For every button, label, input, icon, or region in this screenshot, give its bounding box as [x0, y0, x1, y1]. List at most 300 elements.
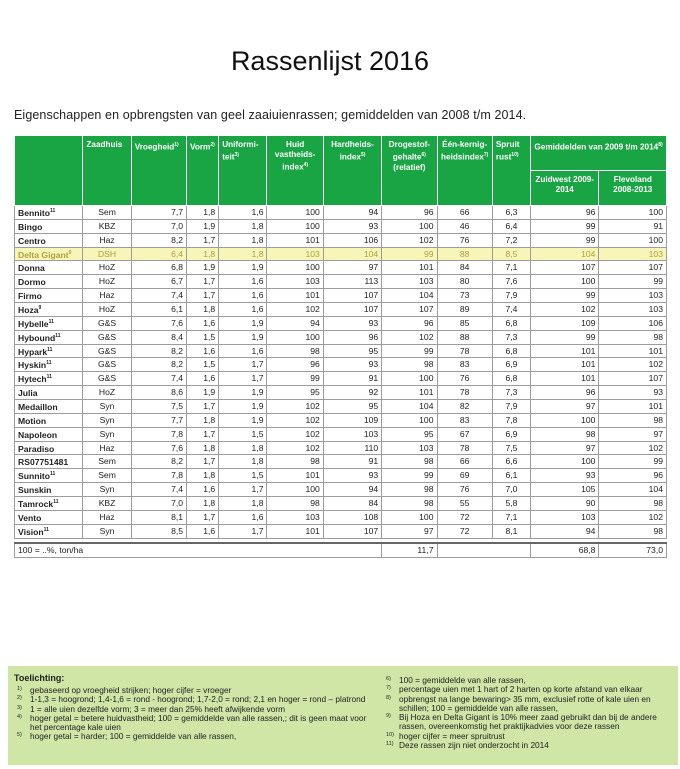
cell-eenkernigheid: 72: [437, 524, 492, 538]
cell-vroegheid: 8,2: [131, 233, 186, 247]
cell-uniformiteit: 1,6: [219, 275, 267, 289]
variety-table: [14, 135, 667, 558]
cell-spruitrust: 8,5: [492, 247, 530, 261]
ras-name: Firmo: [18, 291, 42, 302]
table-row: [15, 303, 667, 317]
cell-vroegheid: 7,6: [131, 441, 186, 455]
cell-eenkernigheid: 89: [437, 303, 492, 317]
cell-zuidwest: 105: [531, 483, 599, 497]
cell-zuidwest: 100: [531, 413, 599, 427]
note-item: [383, 741, 673, 750]
cell-vorm: 1,8: [187, 247, 219, 261]
header-zuidwest: Zuidwest 2009-2014: [531, 171, 599, 206]
header-vorm: Vorm$^{2)}$: [187, 136, 219, 206]
cell-drogestof: 99: [382, 469, 437, 483]
page-title: Rassenlijst 2016: [230, 46, 430, 76]
footer-zuidwest: 68,8: [531, 543, 599, 558]
cell-vorm: 1,8: [187, 441, 219, 455]
cell-uniformiteit: 1,8: [219, 247, 267, 261]
cell-uniformiteit: 1,6: [219, 206, 267, 220]
footnote-ref: 11: [49, 471, 56, 478]
table-row: [15, 219, 667, 233]
ras-name: Sunnito: [18, 471, 50, 482]
note-item: [14, 732, 370, 741]
cell-flevoland: 101: [599, 344, 667, 358]
cell-flevoland: 98: [599, 524, 667, 538]
cell-zuidwest: 102: [531, 303, 599, 317]
cell-flevoland: 96: [599, 469, 667, 483]
cell-ras: [15, 441, 83, 455]
cell-vroegheid: 6,8: [131, 261, 186, 275]
cell-eenkernigheid: 88: [437, 330, 492, 344]
cell-huidvastheid: 101: [267, 524, 323, 538]
footnote-ref: 11: [49, 208, 56, 214]
table-row: [15, 386, 667, 400]
cell-zaadhuis: Sem: [83, 206, 131, 220]
cell-huidvastheid: 98: [267, 455, 323, 469]
ras-name: Hybound: [18, 332, 56, 343]
note-number: 3): [17, 704, 22, 711]
footnote-ref: 11: [48, 318, 54, 325]
cell-huidvastheid: 102: [267, 441, 323, 455]
header-vroegheid: Vroegheid$^{1)}$: [131, 136, 186, 206]
table-row: [15, 455, 667, 469]
cell-spruitrust: 7,5: [492, 441, 530, 455]
note-number: 10): [386, 731, 394, 738]
cell-vorm: 1,6: [187, 372, 219, 386]
cell-vroegheid: 7,5: [131, 400, 186, 414]
cell-hardheid: 95: [323, 344, 381, 358]
cell-hardheid: 113: [323, 275, 381, 289]
cell-huidvastheid: 100: [267, 219, 323, 233]
cell-vroegheid: 6,7: [131, 275, 186, 289]
cell-hardheid: 107: [323, 289, 381, 303]
cell-uniformiteit: 1,9: [219, 330, 267, 344]
cell-vorm: 1,7: [187, 275, 219, 289]
cell-spruitrust: 7,3: [492, 386, 530, 400]
cell-eenkernigheid: 73: [437, 289, 492, 303]
cell-vorm: 1,9: [187, 219, 219, 233]
cell-vroegheid: 7,7: [131, 413, 186, 427]
cell-zuidwest: 99: [531, 330, 599, 344]
table-row: [15, 330, 667, 344]
cell-zuidwest: 90: [531, 497, 599, 511]
note-text: percentage uien met 1 hart of 2 harten op korte afstand van elkaar: [399, 684, 643, 695]
cell-huidvastheid: 102: [267, 427, 323, 441]
cell-drogestof: 98: [382, 497, 437, 511]
cell-spruitrust: 7,0: [492, 483, 530, 497]
cell-spruitrust: 6,3: [492, 206, 530, 220]
cell-ras: [15, 289, 83, 303]
cell-zaadhuis: G&S: [83, 372, 131, 386]
cell-uniformiteit: 1,8: [219, 497, 267, 511]
cell-vroegheid: 8,2: [131, 344, 186, 358]
cell-flevoland: 106: [599, 316, 667, 330]
note-number: 8): [386, 694, 391, 701]
ras-name: Dormo: [18, 277, 46, 288]
cell-hardheid: 96: [323, 330, 381, 344]
cell-huidvastheid: 102: [267, 303, 323, 317]
note-number: 7): [386, 685, 391, 692]
cell-hardheid: 91: [323, 455, 381, 469]
cell-spruitrust: 7,8: [492, 413, 530, 427]
cell-huidvastheid: 102: [267, 400, 323, 414]
cell-flevoland: 91: [599, 219, 667, 233]
cell-zuidwest: 97: [531, 400, 599, 414]
ras-name: Delta Gigant: [18, 249, 69, 260]
cell-eenkernigheid: 83: [437, 358, 492, 372]
cell-ras: [15, 413, 83, 427]
ras-name: Bingo: [18, 221, 43, 232]
cell-ras: [15, 427, 83, 441]
note-number: 5): [17, 732, 22, 739]
ras-name: Tamrock: [18, 498, 54, 509]
cell-vroegheid: 8,2: [131, 455, 186, 469]
cell-zuidwest: 99: [531, 219, 599, 233]
cell-drogestof: 100: [382, 372, 437, 386]
cell-spruitrust: 7,6: [492, 275, 530, 289]
footnote-ref: 9: [68, 249, 72, 256]
notes-right-column: [383, 676, 673, 750]
cell-zaadhuis: Syn: [83, 524, 131, 538]
cell-vorm: 1,8: [187, 497, 219, 511]
cell-vorm: 1,7: [187, 455, 219, 469]
cell-hardheid: 93: [323, 316, 381, 330]
cell-hardheid: 97: [323, 261, 381, 275]
footer-empty: [437, 543, 531, 558]
cell-drogestof: 101: [382, 386, 437, 400]
cell-zaadhuis: Haz: [83, 441, 131, 455]
ras-name: Vision: [18, 526, 44, 537]
footer-drogestof: 11,7: [382, 543, 437, 558]
table-row: [15, 358, 667, 372]
cell-spruitrust: 8,1: [492, 524, 530, 538]
cell-huidvastheid: 101: [267, 233, 323, 247]
ras-name: Hoza: [18, 304, 39, 315]
cell-zuidwest: 96: [531, 386, 599, 400]
cell-spruitrust: 7,3: [492, 330, 530, 344]
note-text: Deze rassen zijn niet onderzocht in 2014: [399, 740, 549, 751]
note-number: 1): [17, 686, 22, 692]
cell-spruitrust: 6,9: [492, 358, 530, 372]
cell-vroegheid: 7,6: [131, 316, 186, 330]
ras-name: Hybelle: [18, 318, 49, 329]
cell-hardheid: 84: [323, 497, 381, 511]
cell-zaadhuis: G&S: [83, 344, 131, 358]
cell-zaadhuis: G&S: [83, 330, 131, 344]
cell-ras: [15, 372, 83, 386]
cell-spruitrust: 7,9: [492, 400, 530, 414]
table-row: [15, 316, 667, 330]
cell-hardheid: 93: [323, 219, 381, 233]
header-huidvastheid: Huid vastheids-index$^{4)}$: [267, 136, 323, 206]
cell-zuidwest: 99: [531, 233, 599, 247]
cell-spruitrust: 6,4: [492, 219, 530, 233]
cell-eenkernigheid: 76: [437, 372, 492, 386]
cell-zaadhuis: Syn: [83, 400, 131, 414]
ras-name: Hypark: [18, 346, 48, 357]
cell-zaadhuis: Syn: [83, 427, 131, 441]
cell-zuidwest: 93: [531, 469, 599, 483]
cell-drogestof: 107: [382, 303, 437, 317]
notes-left-column: [14, 686, 370, 742]
cell-drogestof: 96: [382, 316, 437, 330]
cell-eenkernigheid: 76: [437, 233, 492, 247]
cell-huidvastheid: 96: [267, 358, 323, 372]
cell-flevoland: 98: [599, 413, 667, 427]
table-row: [15, 510, 667, 524]
table-row: [15, 289, 667, 303]
note-number: 2): [17, 695, 22, 702]
cell-vroegheid: 7,8: [131, 469, 186, 483]
cell-drogestof: 103: [382, 275, 437, 289]
cell-ras: [15, 455, 83, 469]
cell-vorm: 1,6: [187, 524, 219, 538]
cell-ras: [15, 497, 83, 511]
footnote-ref: 11: [43, 526, 49, 533]
cell-uniformiteit: 1,8: [219, 455, 267, 469]
cell-zaadhuis: KBZ: [83, 219, 131, 233]
cell-vorm: 1,8: [187, 206, 219, 220]
ras-name: Julia: [18, 388, 38, 399]
cell-drogestof: 100: [382, 510, 437, 524]
cell-eenkernigheid: 84: [437, 261, 492, 275]
cell-zuidwest: 97: [531, 441, 599, 455]
table-row: [15, 441, 667, 455]
cell-zaadhuis: Haz: [83, 510, 131, 524]
cell-eenkernigheid: 83: [437, 413, 492, 427]
cell-vroegheid: 6,4: [131, 247, 186, 261]
table-row: [15, 233, 667, 247]
ras-name: Vento: [18, 512, 42, 523]
cell-ras: [15, 510, 83, 524]
cell-zaadhuis: KBZ: [83, 497, 131, 511]
cell-eenkernigheid: 78: [437, 441, 492, 455]
note-item: [14, 714, 370, 733]
cell-spruitrust: 7,4: [492, 303, 530, 317]
cell-vorm: 1,7: [187, 427, 219, 441]
cell-ras: [15, 247, 83, 261]
cell-drogestof: 104: [382, 289, 437, 303]
cell-vorm: 1,7: [187, 233, 219, 247]
cell-zaadhuis: Sem: [83, 469, 131, 483]
table-row: [15, 206, 667, 220]
ras-name: Medaillon: [18, 401, 58, 412]
cell-flevoland: 99: [599, 275, 667, 289]
cell-zuidwest: 103: [531, 510, 599, 524]
cell-flevoland: 100: [599, 233, 667, 247]
cell-drogestof: 98: [382, 483, 437, 497]
cell-spruitrust: 7,9: [492, 289, 530, 303]
ras-name: Napoleon: [18, 429, 58, 440]
cell-zuidwest: 94: [531, 524, 599, 538]
ras-name: Bennito: [18, 207, 50, 218]
cell-zaadhuis: DSH: [83, 247, 131, 261]
ras-name: Paradiso: [18, 443, 55, 454]
cell-hardheid: 107: [323, 303, 381, 317]
cell-uniformiteit: 1,7: [219, 358, 267, 372]
cell-vroegheid: 7,0: [131, 219, 186, 233]
cell-flevoland: 98: [599, 330, 667, 344]
cell-vorm: 1,6: [187, 344, 219, 358]
cell-zaadhuis: Sem: [83, 455, 131, 469]
header-spruitrust: Spruit rust$^{10)}$: [492, 136, 530, 206]
cell-eenkernigheid: 69: [437, 469, 492, 483]
cell-huidvastheid: 100: [267, 206, 323, 220]
cell-hardheid: 107: [323, 524, 381, 538]
table-row: [15, 247, 667, 261]
cell-zuidwest: 99: [531, 289, 599, 303]
cell-hardheid: 109: [323, 413, 381, 427]
cell-hardheid: 93: [323, 358, 381, 372]
cell-ras: [15, 469, 83, 483]
cell-zaadhuis: HoZ: [83, 386, 131, 400]
cell-eenkernigheid: 78: [437, 386, 492, 400]
cell-huidvastheid: 103: [267, 275, 323, 289]
cell-vorm: 1,5: [187, 358, 219, 372]
cell-huidvastheid: 95: [267, 386, 323, 400]
footnote-ref: 11: [46, 360, 52, 367]
cell-flevoland: 97: [599, 427, 667, 441]
cell-hardheid: 94: [323, 483, 381, 497]
cell-vorm: 1,7: [187, 289, 219, 303]
cell-ras: [15, 386, 83, 400]
footer-flevoland: 73,0: [599, 543, 667, 558]
cell-eenkernigheid: 85: [437, 316, 492, 330]
cell-drogestof: 99: [382, 247, 437, 261]
cell-zaadhuis: G&S: [83, 316, 131, 330]
cell-drogestof: 103: [382, 441, 437, 455]
cell-huidvastheid: 102: [267, 413, 323, 427]
cell-spruitrust: 5,8: [492, 497, 530, 511]
table-row: [15, 469, 667, 483]
cell-zaadhuis: Syn: [83, 483, 131, 497]
cell-ras: [15, 483, 83, 497]
cell-vroegheid: 6,1: [131, 303, 186, 317]
cell-ras: [15, 233, 83, 247]
cell-spruitrust: 7,2: [492, 233, 530, 247]
cell-drogestof: 100: [382, 413, 437, 427]
table-row: [15, 344, 667, 358]
cell-vroegheid: 7,8: [131, 427, 186, 441]
notes-panel: [8, 666, 678, 765]
cell-drogestof: 104: [382, 400, 437, 414]
cell-ras: [15, 206, 83, 220]
cell-hardheid: 95: [323, 400, 381, 414]
note-text: 1-1,3 = hoogrond; 1,4-1,6 = rond - hoogrond; 1,7-2,0 = rond; 2,1 en hoger = rond – platrond: [30, 694, 366, 705]
cell-eenkernigheid: 82: [437, 400, 492, 414]
cell-flevoland: 107: [599, 372, 667, 386]
cell-huidvastheid: 100: [267, 261, 323, 275]
cell-uniformiteit: 1,8: [219, 219, 267, 233]
cell-zuidwest: 96: [531, 206, 599, 220]
table-caption: Eigenschappen en opbrengsten van geel zaaiuienrassen; gemiddelden van 2008 t/m 2014.: [14, 108, 527, 122]
header-name: [15, 136, 83, 206]
cell-flevoland: 102: [599, 358, 667, 372]
cell-zaadhuis: Haz: [83, 289, 131, 303]
cell-zuidwest: 107: [531, 261, 599, 275]
footer-label: 100 = ..%, ton/ha: [15, 543, 382, 558]
cell-zuidwest: 100: [531, 455, 599, 469]
cell-zaadhuis: HoZ: [83, 303, 131, 317]
cell-hardheid: 94: [323, 206, 381, 220]
cell-drogestof: 96: [382, 206, 437, 220]
ras-name: Centro: [18, 235, 46, 246]
cell-vorm: 1,7: [187, 510, 219, 524]
cell-huidvastheid: 100: [267, 483, 323, 497]
note-text: hoger getal = harder; 100 = gemiddelde van alle rassen,: [30, 731, 237, 742]
cell-uniformiteit: 1,7: [219, 524, 267, 538]
note-text: hoger getal = betere huidvastheid; 100 = gemiddelde van alle rassen,; dit is geen maat voor het percentage kale uien: [30, 712, 367, 733]
cell-vroegheid: 7,4: [131, 483, 186, 497]
cell-huidvastheid: 101: [267, 289, 323, 303]
note-number: 6): [386, 676, 391, 682]
cell-zaadhuis: G&S: [83, 358, 131, 372]
cell-huidvastheid: 103: [267, 510, 323, 524]
cell-drogestof: 98: [382, 455, 437, 469]
cell-eenkernigheid: 67: [437, 427, 492, 441]
cell-flevoland: 99: [599, 455, 667, 469]
cell-uniformiteit: 1,9: [219, 400, 267, 414]
cell-vroegheid: 7,7: [131, 206, 186, 220]
cell-zaadhuis: HoZ: [83, 275, 131, 289]
note-item: [383, 695, 673, 714]
note-number: 4): [17, 713, 22, 720]
cell-drogestof: 95: [382, 427, 437, 441]
cell-zuidwest: 101: [531, 358, 599, 372]
table-body: [15, 206, 667, 558]
cell-vorm: 1,5: [187, 330, 219, 344]
cell-uniformiteit: 1,8: [219, 233, 267, 247]
cell-eenkernigheid: 66: [437, 455, 492, 469]
table-row: [15, 275, 667, 289]
cell-uniformiteit: 1,7: [219, 372, 267, 386]
cell-huidvastheid: 98: [267, 497, 323, 511]
cell-vroegheid: 8,4: [131, 330, 186, 344]
cell-drogestof: 99: [382, 344, 437, 358]
cell-vorm: 1,6: [187, 316, 219, 330]
cell-hardheid: 108: [323, 510, 381, 524]
header-row-top: [15, 136, 667, 171]
cell-vroegheid: 8,5: [131, 524, 186, 538]
cell-vroegheid: 8,1: [131, 510, 186, 524]
cell-ras: [15, 358, 83, 372]
cell-flevoland: 100: [599, 206, 667, 220]
cell-eenkernigheid: 76: [437, 483, 492, 497]
cell-hardheid: 91: [323, 372, 381, 386]
cell-hardheid: 92: [323, 386, 381, 400]
table-row: [15, 261, 667, 275]
note-item: [383, 713, 673, 732]
cell-ras: [15, 524, 83, 538]
ras-name: Donna: [18, 263, 45, 274]
table-row: [15, 427, 667, 441]
cell-drogestof: 102: [382, 233, 437, 247]
cell-flevoland: 102: [599, 441, 667, 455]
cell-eenkernigheid: 72: [437, 510, 492, 524]
cell-vroegheid: 8,2: [131, 358, 186, 372]
ras-name: Hyskin: [18, 360, 47, 371]
cell-hardheid: 93: [323, 469, 381, 483]
cell-eenkernigheid: 55: [437, 497, 492, 511]
cell-vroegheid: 7,4: [131, 372, 186, 386]
note-text: Bij Hoza en Delta Gigant is 10% meer zaad gebruikt dan bij de andere rassen, overeenkomstig het praktijkadvies voor deze rassen: [399, 712, 657, 732]
cell-ras: [15, 275, 83, 289]
cell-huidvastheid: 99: [267, 372, 323, 386]
cell-zuidwest: 101: [531, 344, 599, 358]
cell-vroegheid: 8,6: [131, 386, 186, 400]
cell-spruitrust: 6,9: [492, 427, 530, 441]
